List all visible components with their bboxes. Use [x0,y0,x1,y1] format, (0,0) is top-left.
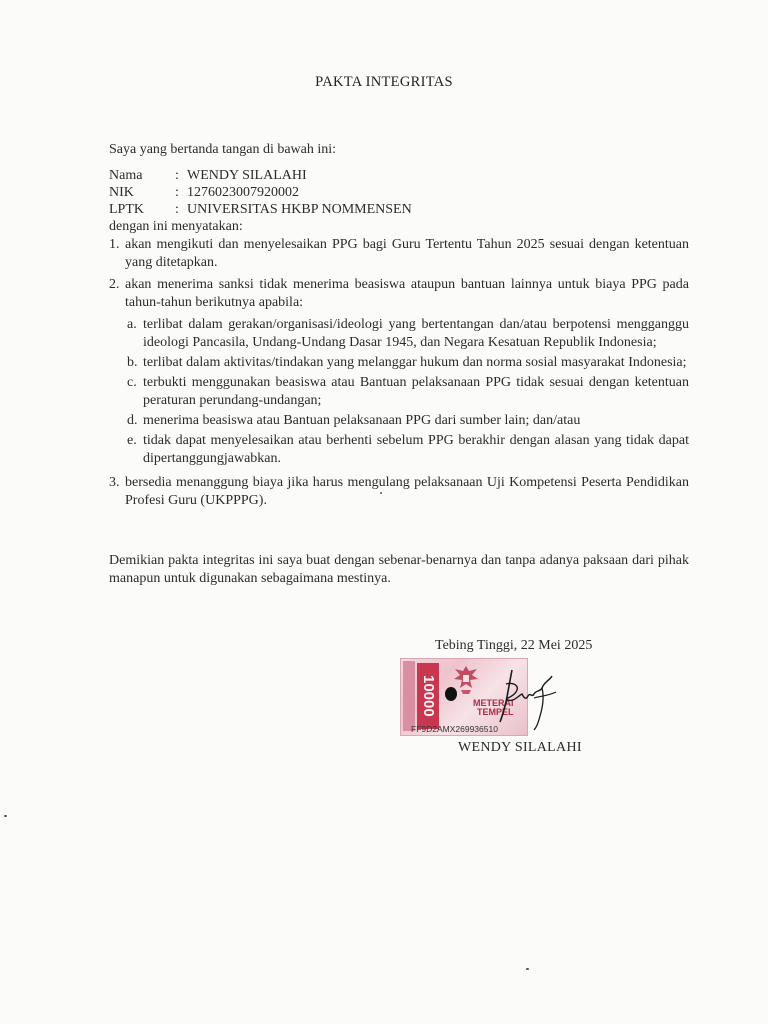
sub-item-text: terbukti menggunakan beasiswa atau Bantuan pelaksanaan PPG tidak sesuai dengan ketentuan peraturan perundang-undangan; [143,375,689,408]
identity-value: 1276023007920002 [187,185,299,200]
sub-item [127,432,689,468]
scan-speck [380,492,382,494]
identity-row-name [109,167,412,184]
signatory-name: WENDY SILALAHI [458,740,582,755]
sub-item [127,316,689,352]
identity-label: Nama [109,168,143,183]
item-number: 3. [109,475,120,490]
declaration-text: dengan ini menyatakan: [109,219,243,234]
list-item [109,276,689,312]
sub-item-text: tidak dapat menyelesaikan atau berhenti sebelum PPG berakhir dengan alasan yang tidak dapat dipertanggungjawabkan. [143,433,689,466]
stamp-word-tempel: TEMPEL [476,707,514,717]
stamp-value: 10000 [417,663,439,729]
sub-item-letter: c. [127,375,137,390]
place-date: Tebing Tinggi, 22 Mei 2025 [435,638,593,653]
scan-speck [526,968,529,970]
item-number: 2. [109,277,120,292]
sub-item [127,374,689,410]
identity-row-lptk [109,201,412,218]
stamp-serial: FF9D2AMX269936510 [411,724,498,734]
sub-item [127,354,689,372]
statement-list [109,236,689,510]
item-text: akan menerima sanksi tidak menerima beasiswa ataupun bantuan lainnya untuk biaya PPG pada tahun-tahun berikutnya apabila: [125,277,689,310]
identity-value: UNIVERSITAS HKBP NOMMENSEN [187,202,412,217]
identity-value: WENDY SILALAHI [187,168,307,183]
stamp-mark [445,687,457,701]
document-title: PAKTA INTEGRITAS [315,74,453,90]
list-item [109,474,689,510]
stamp-band [403,661,415,731]
sub-item-letter: b. [127,355,138,370]
item-text: akan mengikuti dan menyelesaikan PPG bagi Guru Tertentu Tahun 2025 sesuai dengan ketentuan yang ditetapkan. [125,237,689,270]
handwritten-signature [490,662,560,732]
sub-item-text: menerima beasiswa atau Bantuan pelaksanaan PPG dari sumber lain; dan/atau [143,413,581,428]
scan-speck [4,815,7,817]
sub-item [127,412,689,430]
identity-separator: : [175,202,179,217]
identity-separator: : [175,168,179,183]
identity-block [109,167,412,218]
sub-item-text: terlibat dalam gerakan/organisasi/ideologi yang bertentangan dan/atau berpotensi mengganggu ideologi Pancasila, Undang-Undang Dasar 1945, dan Negara Kesatuan Republik Indonesia; [143,317,689,350]
closing-text: Demikian pakta integritas ini saya buat dengan sebenar-benarnya dan tanpa adanya paksaan dari pihak manapun untuk digunakan sebagaimana mestinya. [109,553,689,586]
stamp-word-meterai: METERAI [473,698,514,708]
item-text: bersedia menanggung biaya jika harus mengulang pelaksanaan Uji Kompetensi Peserta Pendidikan Profesi Guru (UKPPPG). [125,475,689,508]
sub-item-letter: d. [127,413,138,428]
sub-item-text: terlibat dalam aktivitas/tindakan yang melanggar hukum dan norma sosial masyarakat Indonesia; [143,355,687,370]
sub-item-letter: e. [127,433,137,448]
identity-separator: : [175,185,179,200]
intro-text: Saya yang bertanda tangan di bawah ini: [109,142,337,157]
identity-row-nik [109,184,412,201]
list-item [109,236,689,272]
identity-label: LPTK [109,202,144,217]
item-number: 1. [109,237,120,252]
sub-item-letter: a. [127,317,137,332]
identity-label: NIK [109,185,134,200]
